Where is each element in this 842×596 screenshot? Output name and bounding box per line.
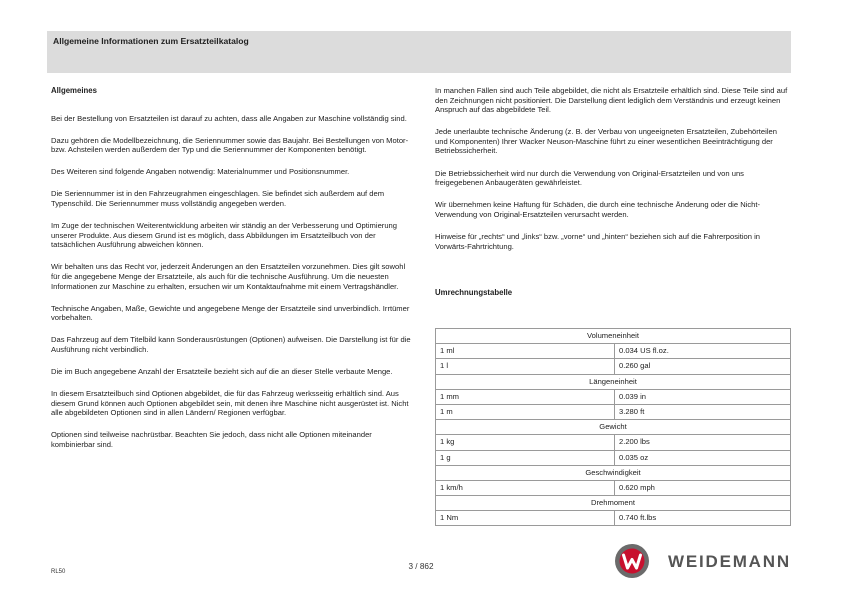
brand-logo	[614, 543, 794, 579]
section-heading-allgemeines: Allgemeines	[51, 86, 97, 95]
weidemann-w-logo-icon	[614, 543, 650, 579]
group-title: Volumeneinheit	[436, 329, 791, 344]
paragraph: Die im Buch angegebene Anzahl der Ersatzteile bezieht sich auf die an dieser Stelle verbaute Menge.	[51, 367, 393, 377]
table-cell: 1 kg	[436, 435, 615, 450]
table-row	[436, 404, 791, 419]
table-group-row	[436, 420, 791, 435]
conversion-table	[435, 328, 791, 526]
paragraph: Im Zuge der technischen Weiterentwicklung arbeiten wir ständig an der Verbesserung und Optimierung unserer Produkte. Aus diesem Grund ist es möglich, dass Abbildungen im Ersatzteilbuch von der tatsächlichen Ausführung abweichen können.	[51, 221, 397, 250]
table-cell: 2.200 lbs	[615, 435, 791, 450]
paragraph: Das Fahrzeug auf dem Titelbild kann Sonderausrüstungen (Optionen) aufweisen. Die Darstellung ist für die Ausführung nicht verbindlich.	[51, 335, 411, 354]
table-cell: 0.620 mph	[615, 480, 791, 495]
table-cell: 1 Nm	[436, 511, 615, 526]
table-row	[436, 344, 791, 359]
table-cell: 1 km/h	[436, 480, 615, 495]
paragraph: Hinweise für „rechts“ und „links“ bzw. „vorne“ und „hinten“ beziehen sich auf die Fahrerposition in Vorwärts-Fahrtrichtung.	[435, 231, 760, 251]
paragraph: Des Weiteren sind folgende Angaben notwendig: Materialnummer und Positionsnummer.	[51, 167, 350, 177]
paragraph: Die Seriennummer ist in den Fahrzeugrahmen eingeschlagen. Sie befindet sich außerdem auf dem Typenschild. Die Seriennummer muss vollständig angegeben werden.	[51, 189, 385, 209]
page-title: Allgemeine Informationen zum Ersatzteilkatalog	[53, 36, 249, 46]
table-cell: 0.260 gal	[615, 359, 791, 374]
paragraph: In diesem Ersatzteilbuch sind Optionen abgebildet, die für das Fahrzeug werksseitig erhältlich sind. Aus diesem Grund können auch Optionen abgebildet sein, mit denen ihre Maschine nicht ausgerüstet ist. Nicht alle abgebildeten Optionen sind in allen Ländern/ Regionen verfügbar.	[51, 389, 409, 418]
table-group-row	[436, 465, 791, 480]
group-title: Gewicht	[436, 420, 791, 435]
page-number: 3 / 862	[408, 562, 434, 571]
group-title: Drehmoment	[436, 496, 791, 511]
document-code: RL50	[51, 569, 66, 575]
table-row	[436, 435, 791, 450]
table-row	[436, 389, 791, 404]
table-cell: 3.280 ft	[615, 404, 791, 419]
section-heading-umrechnungstabelle: Umrechnungstabelle	[435, 287, 513, 297]
table-group-row	[436, 329, 791, 344]
left-column	[51, 86, 413, 462]
header-band	[47, 31, 791, 73]
table-cell: 1 m	[436, 404, 615, 419]
table-cell: 1 l	[436, 359, 615, 374]
brand-name: WEIDEMANN	[668, 552, 791, 571]
table-group-row	[436, 496, 791, 511]
table-row	[436, 480, 791, 495]
table-row	[436, 450, 791, 465]
paragraph: Optionen sind teilweise nachrüstbar. Beachten Sie jedoch, dass nicht alle Optionen miteinander kombinierbar sind.	[51, 430, 372, 450]
table-row	[436, 359, 791, 374]
paragraph: Wir übernehmen keine Haftung für Schäden, die durch eine technische Änderung oder die Nicht-Verwendung von Original-Ersatzteilen verursacht werden.	[435, 200, 761, 219]
table-cell: 1 g	[436, 450, 615, 465]
table-cell: 0.035 oz	[615, 450, 791, 465]
table-cell: 0.039 in	[615, 389, 791, 404]
group-title: Längeneinheit	[436, 374, 791, 389]
group-title: Geschwindigkeit	[436, 465, 791, 480]
right-column	[435, 86, 791, 315]
paragraph: Jede unerlaubte technische Änderung (z. B. der Verbau von ungeeigneten Ersatzteilen, Zubehörteilen und Komponenten) Ihrer Wacker Neuson-Maschine führt zu einer wesentlichen Beeinträchtigung der Betriebssicherheit.	[435, 127, 777, 156]
table-cell: 0.034 US fl.oz.	[615, 344, 791, 359]
table-group-row	[436, 374, 791, 389]
table-cell: 0.740 ft.lbs	[615, 511, 791, 526]
table-row	[436, 511, 791, 526]
paragraph: Wir behalten uns das Recht vor, jederzeit Änderungen an den Ersatzteilen vorzunehmen. Dies gilt sowohl für die angegebene Menge der Ersatzteile, als auch für die technische Ausführung. Um die neuesten Informationen zur Maschine zu erhalten, ersuchen wir um Kontaktaufnahme mit einem Vertragshändler.	[51, 262, 406, 291]
paragraph: Die Betriebssicherheit wird nur durch die Verwendung von Original-Ersatzteilen und von uns freigegebenen Anbaugeräten gewährleistet.	[435, 168, 744, 188]
paragraph: Dazu gehören die Modellbezeichnung, die Seriennummer sowie das Baujahr. Bei Bestellungen von Motor- bzw. Achsteilen werden außerdem der Typ und die Seriennummer der Komponenten benötigt.	[51, 135, 409, 155]
table-cell: 1 ml	[436, 344, 615, 359]
table-cell: 1 mm	[436, 389, 615, 404]
paragraph: Bei der Bestellung von Ersatzteilen ist darauf zu achten, dass alle Angaben zur Maschine vollständig sind.	[51, 113, 407, 123]
paragraph: In manchen Fällen sind auch Teile abgebildet, die nicht als Ersatzteile erhältlich sind. Diese Teile sind auf den Zeichnungen nicht positioniert. Die Darstellung dient lediglich dem Verständnis und erzeugt keinen Anspruch auf das abgebildete Teil.	[435, 86, 788, 115]
paragraph: Technische Angaben, Maße, Gewichte und angegebene Menge der Ersatzteile sind unverbindlich. Irrtümer vorbehalten.	[51, 303, 410, 323]
